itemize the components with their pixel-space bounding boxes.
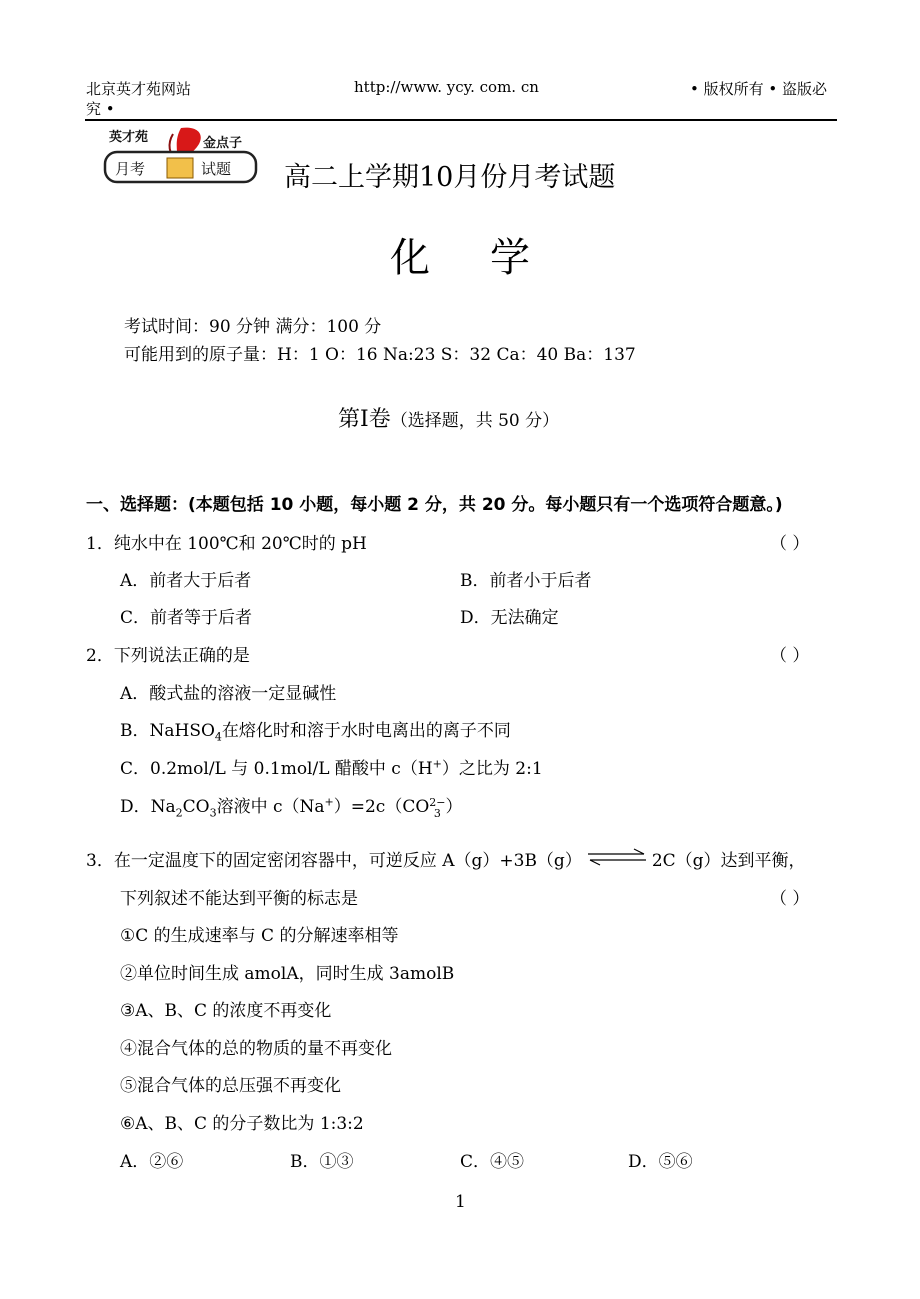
question-3-item: ⑤混合气体的总压强不再变化 bbox=[120, 1076, 341, 1096]
logo-text-bottom-left: 月考 bbox=[115, 160, 146, 178]
question-3-item: ⑥A、B、C 的分子数比为 1:3:2 bbox=[120, 1114, 364, 1134]
exam-subtitle: 高二上学期10月份月考试题 bbox=[284, 162, 616, 193]
question-3-item: ③A、B、C 的浓度不再变化 bbox=[120, 1001, 332, 1021]
logo-text-bottom-right: 试题 bbox=[201, 160, 232, 178]
header-left: 北京英才苑网站 bbox=[86, 80, 192, 98]
exam-subject: 化学 bbox=[390, 235, 590, 281]
question-3-answer-blank: （ ） bbox=[770, 889, 810, 909]
exam-atomic-mass: 可能用到的原子量：H：1 O：16 Na:23 S：32 Ca：40 Ba：137 bbox=[124, 345, 636, 365]
page-number: 1 bbox=[455, 1192, 466, 1212]
carbonate-charge-fraction: 2− 3 bbox=[429, 795, 446, 820]
question-2-answer-blank: （ ） bbox=[770, 646, 810, 666]
question-3-option-c: C．④⑤ bbox=[460, 1152, 525, 1172]
header-left-continued: 究 • bbox=[86, 100, 115, 118]
volume-title: 第Ⅰ卷 bbox=[338, 407, 391, 432]
question-1-option-d: D．无法确定 bbox=[460, 608, 559, 628]
question-1-answer-blank: （ ） bbox=[770, 534, 810, 554]
question-3-item: ④混合气体的总的物质的量不再变化 bbox=[120, 1039, 392, 1059]
section-heading: 一、选择题：(本题包括 10 小题，每小题 2 分，共 20 分。每小题只有一个选项符合题意。) bbox=[86, 495, 783, 515]
question-2-option-b: B．NaHSO$_4$在熔化时和溶于水时电离出的离子不同 bbox=[120, 721, 511, 744]
question-3-stem: 3．在一定温度下的固定密闭容器中，可逆反应 A（g）+3B（g） 2C（g）达到平衡， bbox=[86, 846, 806, 871]
header-copyright: • 版权所有 • 盗版必 bbox=[690, 80, 828, 98]
question-3-item: ①C 的生成速率与 C 的分解速率相等 bbox=[120, 926, 399, 946]
header-rule bbox=[85, 119, 837, 121]
question-3-option-a: A．②⑥ bbox=[120, 1152, 184, 1172]
question-2-option-c: C．0.2mol/L 与 0.1mol/L 醋酸中 c（H+）之比为 2:1 bbox=[120, 757, 543, 779]
question-3-stem-line2: 下列叙述不能达到平衡的标志是 bbox=[120, 889, 358, 909]
reversible-arrow-icon bbox=[586, 846, 648, 868]
logo-text-top-right: 金点子 bbox=[203, 136, 243, 151]
question-1-option-c: C．前者等于后者 bbox=[120, 608, 253, 628]
logo-text-top-left: 英才苑 bbox=[109, 130, 149, 145]
question-2-option-a: A．酸式盐的溶液一定显碱性 bbox=[120, 684, 337, 704]
logo-badge-icon bbox=[103, 124, 258, 186]
exam-time-score: 考试时间：90 分钟 满分：100 分 bbox=[124, 317, 382, 337]
volume-note: （选择题，共 50 分） bbox=[390, 411, 560, 431]
question-1-stem: 1．纯水中在 100℃和 20℃时的 pH bbox=[86, 534, 367, 554]
header-url: http://www. ycy. com. cn bbox=[354, 78, 539, 96]
volume-heading bbox=[338, 402, 559, 433]
question-2-stem: 2．下列说法正确的是 bbox=[86, 646, 250, 666]
question-3-option-d: D．⑤⑥ bbox=[628, 1152, 693, 1172]
question-1-option-a: A．前者大于后者 bbox=[120, 571, 252, 591]
question-1-option-b: B．前者小于后者 bbox=[460, 571, 592, 591]
question-2-option-d: D．$Na_2CO_3$溶液中 c（Na+）=2c（CO 2− 3 ） bbox=[120, 795, 463, 820]
question-3-option-b: B．①③ bbox=[290, 1152, 354, 1172]
question-3-item: ②单位时间生成 amolA，同时生成 3amolB bbox=[120, 964, 455, 984]
